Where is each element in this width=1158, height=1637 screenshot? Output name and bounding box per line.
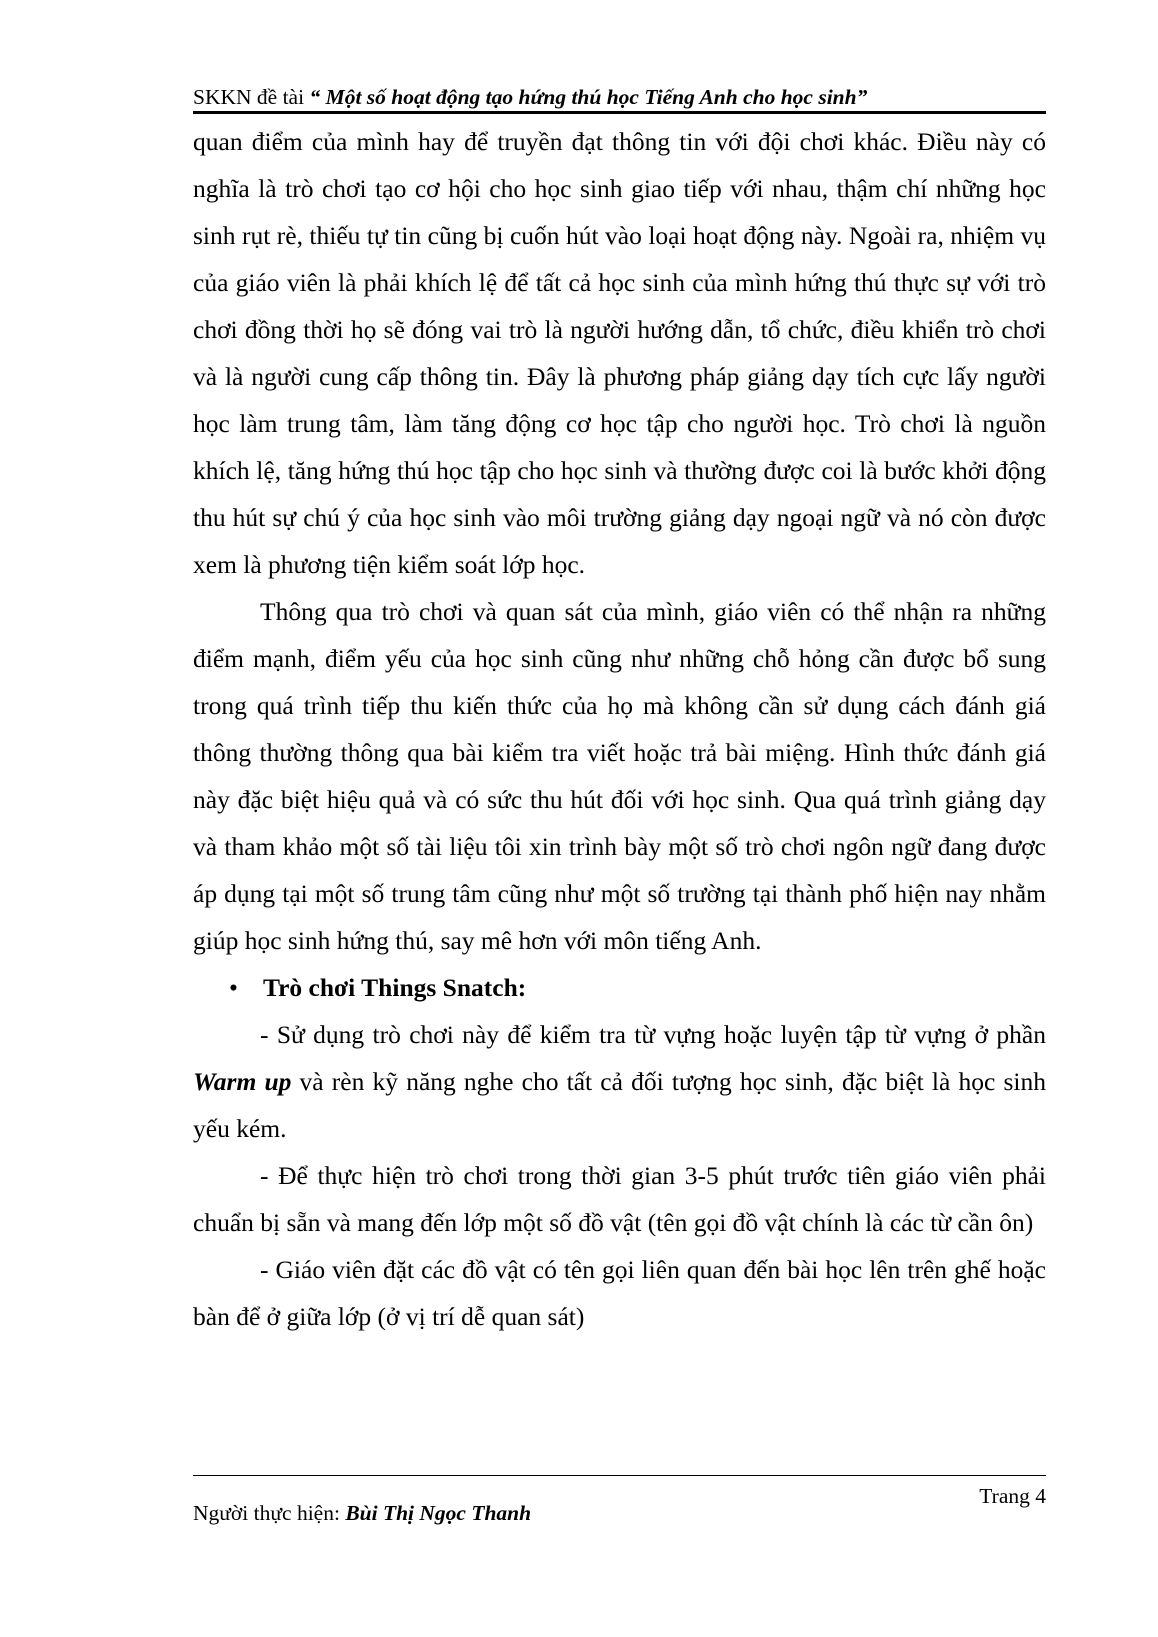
paragraph-5: - Giáo viên đặt các đồ vật có tên gọi liên quan đến bài học lên trên ghế hoặc bàn để ở giữa lớp (ở vị trí dễ quan sát): [193, 1255, 1046, 1331]
warm-up-emphasis: Warm up: [193, 1067, 292, 1096]
footer-author: [193, 1500, 531, 1526]
page-number: Trang 4: [979, 1484, 1046, 1508]
paragraph-3: [193, 1011, 1046, 1152]
paragraph-3-end: và rèn kỹ năng nghe cho tất cả đối tượng học sinh, đặc biệt là học sinh yếu kém.: [193, 1067, 1046, 1143]
paragraph-1: quan điểm của mình hay để truyền đạt thông tin với đội chơi khác. Điều này có nghĩa là trò chơi tạo cơ hội cho học sinh giao tiếp với nhau, thậm chí những học sinh rụt rè, thiếu tự tin cũng bị cuốn hút vào loại hoạt động này. Ngoài ra, nhiệm vụ của giáo viên là phải khích lệ để tất cả học sinh của mình hứng thú thực sự với trò chơi đồng thời họ sẽ đóng vai trò là người hướng dẫn, tổ chức, điều khiển trò chơi và là người cung cấp thông tin. Đây là phương pháp giảng dạy tích cực lấy người học làm trung tâm, làm tăng động cơ học tập cho người học. Trò chơi là nguồn khích lệ, tăng hứng thú học tập cho học sinh và thường được coi là bước khởi động thu hút sự chú ý của học sinh vào môi trường giảng dạy ngoại ngữ và nó còn được xem là phương tiện kiểm soát lớp học.: [193, 127, 1046, 579]
paragraph-2: Thông qua trò chơi và quan sát của mình, giáo viên có thể nhận ra những điểm mạnh, điểm yếu của học sinh cũng như những chỗ hỏng cần được bổ sung trong quá trình tiếp thu kiến thức của họ mà không cần sử dụng cách đánh giá thông thường thông qua bài kiểm tra viết hoặc trả bài miệng. Hình thức đánh giá này đặc biệt hiệu quả và có sức thu hút đối với học sinh. Qua quá trình giảng dạy và tham khảo một số tài liệu tôi xin trình bày một số trò chơi ngôn ngữ đang được áp dụng tại một số trung tâm cũng như một số trường tại thành phố hiện nay nhằm giúp học sinh hứng thú, say mê hơn với môn tiếng Anh.: [193, 597, 1046, 955]
header-title: “ Một số hoạt động tạo hứng thú học Tiếng Anh cho học sinh”: [309, 85, 868, 109]
page-header: [193, 84, 1046, 110]
header-divider: [193, 111, 1046, 114]
document-body: [193, 118, 1046, 1340]
author-label: Người thực hiện:: [193, 1501, 346, 1525]
paragraph-4: - Để thực hiện trò chơi trong thời gian 3-5 phút trước tiên giáo viên phải chuẩn bị sẵn và mang đến lớp một số đồ vật (tên gọi đồ vật chính là các từ cần ôn): [193, 1161, 1046, 1237]
bullet-dot-icon: •: [229, 973, 238, 1002]
header-prefix: SKKN đề tài: [193, 85, 310, 109]
paragraph-3-start: - Sử dụng trò chơi này để kiểm tra từ vựng hoặc luyện tập từ vựng ở phần: [260, 1020, 1046, 1049]
bullet-heading-text: Trò chơi Things Snatch:: [263, 973, 527, 1002]
footer-divider: [193, 1475, 1046, 1476]
author-name: Bùi Thị Ngọc Thanh: [345, 1501, 532, 1525]
bullet-heading: [193, 964, 1046, 1011]
